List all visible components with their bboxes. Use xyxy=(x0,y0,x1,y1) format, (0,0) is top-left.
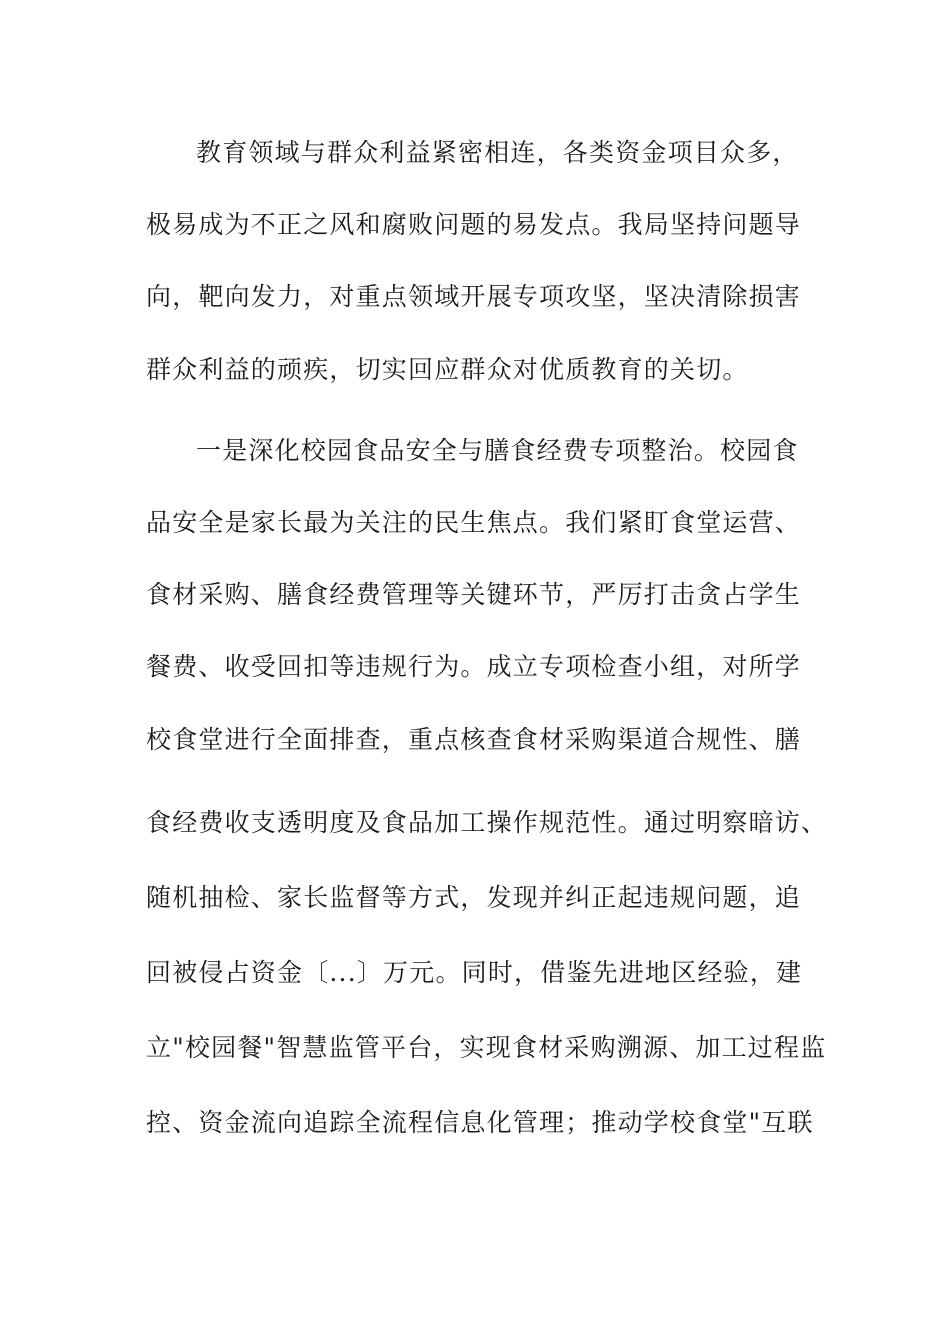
paragraph-2-line-4: 餐费、收受回扣等违规行为。成立专项检查小组，对所学 xyxy=(146,652,802,681)
paragraph-2-line-5: 校食堂进行全面排查，重点核查食材采购渠道合规性、膳 xyxy=(146,725,802,754)
paragraph-1-line-4: 群众利益的顽疾，切实回应群众对优质教育的关切。 xyxy=(146,355,749,384)
paragraph-2-line-7: 随机抽检、家长监督等方式，发现并纠正起违规问题，追 xyxy=(146,883,802,912)
paragraph-2-line-9: 立"校园餐"智慧监管平台，实现食材采购溯源、加工过程监 xyxy=(146,1033,827,1062)
paragraph-2-line-3: 食材采购、膳食经费管理等关键环节，严厉打击贪占学生 xyxy=(146,580,802,609)
paragraph-2-line-8: 回被侵占资金〔...〕万元。同时，借鉴先进地区经验，建 xyxy=(146,958,803,987)
paragraph-1-line-1: 教育领域与群众利益紧密相连，各类资金项目众多， xyxy=(196,138,799,167)
paragraph-1-line-2: 极易成为不正之风和腐败问题的易发点。我局坚持问题导 xyxy=(146,210,802,239)
paragraph-2-line-1: 一是深化校园食品安全与膳食经费专项整治。校园食 xyxy=(196,436,799,465)
paragraph-2-line-10: 控、资金流向追踪全流程信息化管理；推动学校食堂"互联 xyxy=(146,1108,814,1137)
paragraph-2-line-6: 食经费收支透明度及食品加工操作规范性。通过明察暗访、 xyxy=(146,808,828,837)
paragraph-2-line-2: 品安全是家长最为关注的民生焦点。我们紧盯食堂运营、 xyxy=(146,508,802,537)
paragraph-1-line-3: 向，靶向发力，对重点领域开展专项攻坚，坚决清除损害 xyxy=(146,282,802,311)
